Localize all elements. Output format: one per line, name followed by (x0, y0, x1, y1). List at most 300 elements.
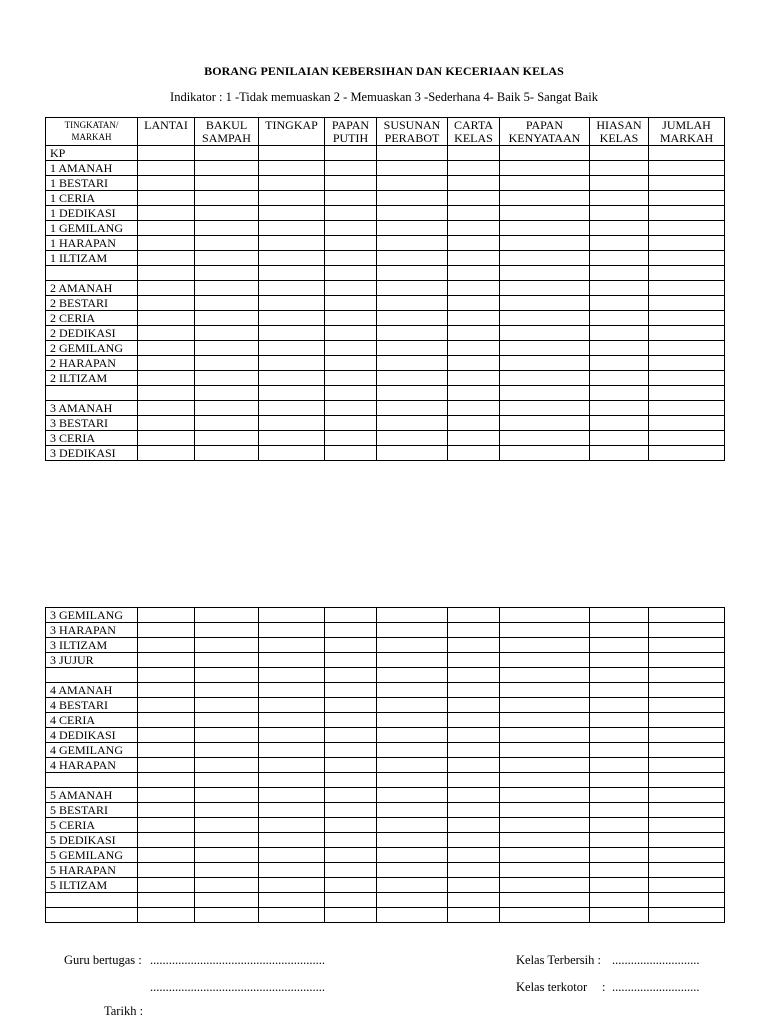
score-cell[interactable] (590, 773, 649, 788)
score-cell[interactable] (138, 698, 195, 713)
score-cell[interactable] (448, 311, 500, 326)
score-cell[interactable] (448, 266, 500, 281)
score-cell[interactable] (590, 818, 649, 833)
score-cell[interactable] (448, 341, 500, 356)
score-cell[interactable] (195, 401, 259, 416)
score-cell[interactable] (325, 371, 377, 386)
score-cell[interactable] (500, 221, 590, 236)
score-cell[interactable] (590, 683, 649, 698)
score-cell[interactable] (195, 623, 259, 638)
score-cell[interactable] (377, 356, 448, 371)
score-cell[interactable] (500, 446, 590, 461)
score-cell[interactable] (195, 161, 259, 176)
score-cell[interactable] (500, 773, 590, 788)
score-cell[interactable] (590, 386, 649, 401)
score-cell[interactable] (259, 446, 325, 461)
score-cell[interactable] (138, 326, 195, 341)
score-cell[interactable] (138, 431, 195, 446)
score-cell[interactable] (448, 848, 500, 863)
score-cell[interactable] (377, 848, 448, 863)
score-cell[interactable] (590, 623, 649, 638)
score-cell[interactable] (649, 653, 725, 668)
score-cell[interactable] (377, 281, 448, 296)
score-cell[interactable] (649, 401, 725, 416)
score-cell[interactable] (138, 221, 195, 236)
score-cell[interactable] (500, 638, 590, 653)
score-cell[interactable] (377, 743, 448, 758)
score-cell[interactable] (649, 908, 725, 923)
score-cell[interactable] (377, 206, 448, 221)
score-cell[interactable] (590, 833, 649, 848)
score-cell[interactable] (590, 356, 649, 371)
score-cell[interactable] (325, 833, 377, 848)
score-cell[interactable] (448, 146, 500, 161)
score-cell[interactable] (649, 431, 725, 446)
score-cell[interactable] (649, 623, 725, 638)
score-cell[interactable] (377, 818, 448, 833)
score-cell[interactable] (448, 608, 500, 623)
score-cell[interactable] (649, 176, 725, 191)
score-cell[interactable] (259, 773, 325, 788)
score-cell[interactable] (590, 296, 649, 311)
score-cell[interactable] (259, 713, 325, 728)
score-cell[interactable] (500, 341, 590, 356)
score-cell[interactable] (325, 788, 377, 803)
score-cell[interactable] (195, 773, 259, 788)
score-cell[interactable] (259, 893, 325, 908)
score-cell[interactable] (325, 758, 377, 773)
score-cell[interactable] (377, 653, 448, 668)
score-cell[interactable] (325, 623, 377, 638)
score-cell[interactable] (377, 713, 448, 728)
score-cell[interactable] (590, 863, 649, 878)
score-cell[interactable] (448, 221, 500, 236)
score-cell[interactable] (195, 818, 259, 833)
score-cell[interactable] (448, 863, 500, 878)
score-cell[interactable] (649, 206, 725, 221)
score-cell[interactable] (138, 773, 195, 788)
score-cell[interactable] (590, 788, 649, 803)
score-cell[interactable] (500, 878, 590, 893)
score-cell[interactable] (195, 683, 259, 698)
score-cell[interactable] (500, 191, 590, 206)
score-cell[interactable] (195, 356, 259, 371)
score-cell[interactable] (377, 446, 448, 461)
score-cell[interactable] (325, 638, 377, 653)
score-cell[interactable] (377, 863, 448, 878)
score-cell[interactable] (649, 356, 725, 371)
score-cell[interactable] (377, 803, 448, 818)
score-cell[interactable] (448, 281, 500, 296)
score-cell[interactable] (195, 416, 259, 431)
score-cell[interactable] (138, 653, 195, 668)
score-cell[interactable] (377, 386, 448, 401)
score-cell[interactable] (325, 161, 377, 176)
score-cell[interactable] (195, 653, 259, 668)
score-cell[interactable] (500, 743, 590, 758)
score-cell[interactable] (649, 833, 725, 848)
score-cell[interactable] (377, 416, 448, 431)
score-cell[interactable] (448, 818, 500, 833)
score-cell[interactable] (649, 773, 725, 788)
score-cell[interactable] (325, 431, 377, 446)
score-cell[interactable] (500, 281, 590, 296)
score-cell[interactable] (448, 698, 500, 713)
score-cell[interactable] (138, 758, 195, 773)
score-cell[interactable] (590, 326, 649, 341)
score-cell[interactable] (500, 416, 590, 431)
score-cell[interactable] (195, 743, 259, 758)
score-cell[interactable] (377, 221, 448, 236)
score-cell[interactable] (377, 311, 448, 326)
score-cell[interactable] (500, 161, 590, 176)
score-cell[interactable] (377, 698, 448, 713)
score-cell[interactable] (377, 431, 448, 446)
score-cell[interactable] (195, 803, 259, 818)
score-cell[interactable] (448, 743, 500, 758)
score-cell[interactable] (138, 818, 195, 833)
score-cell[interactable] (590, 416, 649, 431)
score-cell[interactable] (500, 608, 590, 623)
score-cell[interactable] (259, 251, 325, 266)
score-cell[interactable] (590, 803, 649, 818)
score-cell[interactable] (500, 296, 590, 311)
score-cell[interactable] (649, 326, 725, 341)
score-cell[interactable] (325, 281, 377, 296)
score-cell[interactable] (649, 161, 725, 176)
score-cell[interactable] (448, 296, 500, 311)
score-cell[interactable] (195, 191, 259, 206)
score-cell[interactable] (138, 728, 195, 743)
score-cell[interactable] (259, 386, 325, 401)
score-cell[interactable] (259, 236, 325, 251)
score-cell[interactable] (590, 371, 649, 386)
score-cell[interactable] (325, 446, 377, 461)
score-cell[interactable] (377, 191, 448, 206)
score-cell[interactable] (195, 266, 259, 281)
score-cell[interactable] (448, 803, 500, 818)
score-cell[interactable] (448, 713, 500, 728)
score-cell[interactable] (649, 893, 725, 908)
score-cell[interactable] (590, 431, 649, 446)
score-cell[interactable] (195, 668, 259, 683)
score-cell[interactable] (325, 356, 377, 371)
score-cell[interactable] (259, 743, 325, 758)
score-cell[interactable] (448, 683, 500, 698)
score-cell[interactable] (649, 191, 725, 206)
score-cell[interactable] (500, 893, 590, 908)
score-cell[interactable] (377, 893, 448, 908)
score-cell[interactable] (500, 728, 590, 743)
score-cell[interactable] (448, 653, 500, 668)
score-cell[interactable] (649, 281, 725, 296)
score-cell[interactable] (138, 743, 195, 758)
score-cell[interactable] (259, 788, 325, 803)
score-cell[interactable] (259, 638, 325, 653)
score-cell[interactable] (500, 803, 590, 818)
score-cell[interactable] (377, 296, 448, 311)
score-cell[interactable] (259, 698, 325, 713)
score-cell[interactable] (500, 788, 590, 803)
score-cell[interactable] (138, 371, 195, 386)
score-cell[interactable] (195, 908, 259, 923)
score-cell[interactable] (377, 758, 448, 773)
score-cell[interactable] (138, 341, 195, 356)
score-cell[interactable] (649, 848, 725, 863)
score-cell[interactable] (649, 863, 725, 878)
score-cell[interactable] (649, 698, 725, 713)
score-cell[interactable] (259, 356, 325, 371)
score-cell[interactable] (649, 236, 725, 251)
score-cell[interactable] (649, 713, 725, 728)
score-cell[interactable] (649, 371, 725, 386)
score-cell[interactable] (259, 803, 325, 818)
score-cell[interactable] (195, 341, 259, 356)
score-cell[interactable] (195, 431, 259, 446)
score-cell[interactable] (500, 371, 590, 386)
score-cell[interactable] (590, 311, 649, 326)
score-cell[interactable] (590, 236, 649, 251)
score-cell[interactable] (138, 788, 195, 803)
score-cell[interactable] (649, 743, 725, 758)
duty-teacher-line-1[interactable]: ........................................................ (150, 953, 325, 967)
score-cell[interactable] (649, 341, 725, 356)
score-cell[interactable] (590, 176, 649, 191)
score-cell[interactable] (377, 146, 448, 161)
score-cell[interactable] (448, 833, 500, 848)
score-cell[interactable] (649, 668, 725, 683)
score-cell[interactable] (649, 608, 725, 623)
score-cell[interactable] (195, 878, 259, 893)
score-cell[interactable] (138, 311, 195, 326)
score-cell[interactable] (649, 728, 725, 743)
score-cell[interactable] (259, 176, 325, 191)
score-cell[interactable] (138, 281, 195, 296)
score-cell[interactable] (590, 191, 649, 206)
score-cell[interactable] (448, 401, 500, 416)
score-cell[interactable] (377, 161, 448, 176)
score-cell[interactable] (259, 371, 325, 386)
score-cell[interactable] (259, 863, 325, 878)
score-cell[interactable] (590, 446, 649, 461)
score-cell[interactable] (649, 758, 725, 773)
score-cell[interactable] (448, 176, 500, 191)
score-cell[interactable] (138, 266, 195, 281)
score-cell[interactable] (259, 608, 325, 623)
score-cell[interactable] (500, 236, 590, 251)
score-cell[interactable] (377, 608, 448, 623)
score-cell[interactable] (590, 668, 649, 683)
score-cell[interactable] (448, 728, 500, 743)
score-cell[interactable] (590, 698, 649, 713)
score-cell[interactable] (138, 146, 195, 161)
score-cell[interactable] (195, 608, 259, 623)
score-cell[interactable] (325, 713, 377, 728)
score-cell[interactable] (377, 326, 448, 341)
score-cell[interactable] (259, 311, 325, 326)
cleanest-class-value[interactable]: ............................ (612, 953, 700, 967)
score-cell[interactable] (325, 266, 377, 281)
score-cell[interactable] (325, 326, 377, 341)
score-cell[interactable] (377, 638, 448, 653)
score-cell[interactable] (259, 728, 325, 743)
score-cell[interactable] (500, 668, 590, 683)
score-cell[interactable] (325, 386, 377, 401)
score-cell[interactable] (500, 386, 590, 401)
score-cell[interactable] (325, 191, 377, 206)
score-cell[interactable] (195, 758, 259, 773)
score-cell[interactable] (138, 206, 195, 221)
score-cell[interactable] (448, 908, 500, 923)
score-cell[interactable] (195, 833, 259, 848)
score-cell[interactable] (500, 863, 590, 878)
score-cell[interactable] (195, 176, 259, 191)
score-cell[interactable] (138, 878, 195, 893)
score-cell[interactable] (259, 146, 325, 161)
score-cell[interactable] (377, 371, 448, 386)
score-cell[interactable] (649, 788, 725, 803)
duty-teacher-line-2[interactable]: ........................................................ (150, 980, 325, 994)
score-cell[interactable] (500, 833, 590, 848)
score-cell[interactable] (377, 833, 448, 848)
score-cell[interactable] (377, 908, 448, 923)
score-cell[interactable] (138, 638, 195, 653)
score-cell[interactable] (259, 668, 325, 683)
score-cell[interactable] (500, 758, 590, 773)
score-cell[interactable] (138, 833, 195, 848)
score-cell[interactable] (500, 146, 590, 161)
score-cell[interactable] (590, 221, 649, 236)
score-cell[interactable] (377, 266, 448, 281)
score-cell[interactable] (377, 401, 448, 416)
score-cell[interactable] (377, 251, 448, 266)
score-cell[interactable] (259, 161, 325, 176)
score-cell[interactable] (448, 788, 500, 803)
score-cell[interactable] (590, 908, 649, 923)
score-cell[interactable] (195, 311, 259, 326)
score-cell[interactable] (325, 743, 377, 758)
dirtiest-class-value[interactable]: ............................ (612, 980, 700, 994)
score-cell[interactable] (259, 401, 325, 416)
score-cell[interactable] (500, 326, 590, 341)
score-cell[interactable] (259, 623, 325, 638)
score-cell[interactable] (138, 161, 195, 176)
score-cell[interactable] (325, 698, 377, 713)
score-cell[interactable] (325, 221, 377, 236)
score-cell[interactable] (590, 251, 649, 266)
score-cell[interactable] (649, 683, 725, 698)
score-cell[interactable] (448, 161, 500, 176)
score-cell[interactable] (500, 401, 590, 416)
score-cell[interactable] (649, 638, 725, 653)
score-cell[interactable] (195, 848, 259, 863)
score-cell[interactable] (325, 728, 377, 743)
score-cell[interactable] (649, 386, 725, 401)
score-cell[interactable] (259, 206, 325, 221)
score-cell[interactable] (448, 758, 500, 773)
score-cell[interactable] (590, 758, 649, 773)
score-cell[interactable] (259, 266, 325, 281)
score-cell[interactable] (377, 683, 448, 698)
score-cell[interactable] (195, 893, 259, 908)
score-cell[interactable] (259, 848, 325, 863)
score-cell[interactable] (325, 146, 377, 161)
score-cell[interactable] (259, 341, 325, 356)
score-cell[interactable] (500, 623, 590, 638)
score-cell[interactable] (325, 653, 377, 668)
score-cell[interactable] (325, 848, 377, 863)
score-cell[interactable] (195, 221, 259, 236)
score-cell[interactable] (500, 431, 590, 446)
score-cell[interactable] (325, 296, 377, 311)
score-cell[interactable] (195, 206, 259, 221)
score-cell[interactable] (649, 416, 725, 431)
score-cell[interactable] (377, 788, 448, 803)
score-cell[interactable] (448, 623, 500, 638)
score-cell[interactable] (195, 296, 259, 311)
score-cell[interactable] (377, 176, 448, 191)
score-cell[interactable] (138, 893, 195, 908)
score-cell[interactable] (649, 818, 725, 833)
score-cell[interactable] (377, 773, 448, 788)
score-cell[interactable] (259, 296, 325, 311)
score-cell[interactable] (325, 683, 377, 698)
score-cell[interactable] (138, 803, 195, 818)
score-cell[interactable] (377, 236, 448, 251)
score-cell[interactable] (500, 251, 590, 266)
score-cell[interactable] (649, 251, 725, 266)
score-cell[interactable] (138, 623, 195, 638)
score-cell[interactable] (325, 401, 377, 416)
score-cell[interactable] (195, 281, 259, 296)
score-cell[interactable] (649, 221, 725, 236)
score-cell[interactable] (195, 446, 259, 461)
score-cell[interactable] (138, 416, 195, 431)
score-cell[interactable] (195, 698, 259, 713)
score-cell[interactable] (649, 266, 725, 281)
score-cell[interactable] (500, 698, 590, 713)
score-cell[interactable] (259, 326, 325, 341)
score-cell[interactable] (259, 878, 325, 893)
score-cell[interactable] (138, 251, 195, 266)
score-cell[interactable] (448, 386, 500, 401)
score-cell[interactable] (448, 206, 500, 221)
score-cell[interactable] (259, 416, 325, 431)
score-cell[interactable] (325, 236, 377, 251)
score-cell[interactable] (325, 668, 377, 683)
score-cell[interactable] (500, 653, 590, 668)
score-cell[interactable] (325, 341, 377, 356)
score-cell[interactable] (649, 311, 725, 326)
score-cell[interactable] (448, 356, 500, 371)
score-cell[interactable] (500, 818, 590, 833)
score-cell[interactable] (325, 416, 377, 431)
score-cell[interactable] (448, 773, 500, 788)
score-cell[interactable] (195, 728, 259, 743)
score-cell[interactable] (325, 311, 377, 326)
score-cell[interactable] (448, 431, 500, 446)
score-cell[interactable] (377, 341, 448, 356)
score-cell[interactable] (649, 803, 725, 818)
score-cell[interactable] (138, 608, 195, 623)
score-cell[interactable] (590, 728, 649, 743)
score-cell[interactable] (590, 266, 649, 281)
score-cell[interactable] (377, 878, 448, 893)
score-cell[interactable] (448, 638, 500, 653)
score-cell[interactable] (138, 863, 195, 878)
score-cell[interactable] (500, 908, 590, 923)
score-cell[interactable] (448, 668, 500, 683)
